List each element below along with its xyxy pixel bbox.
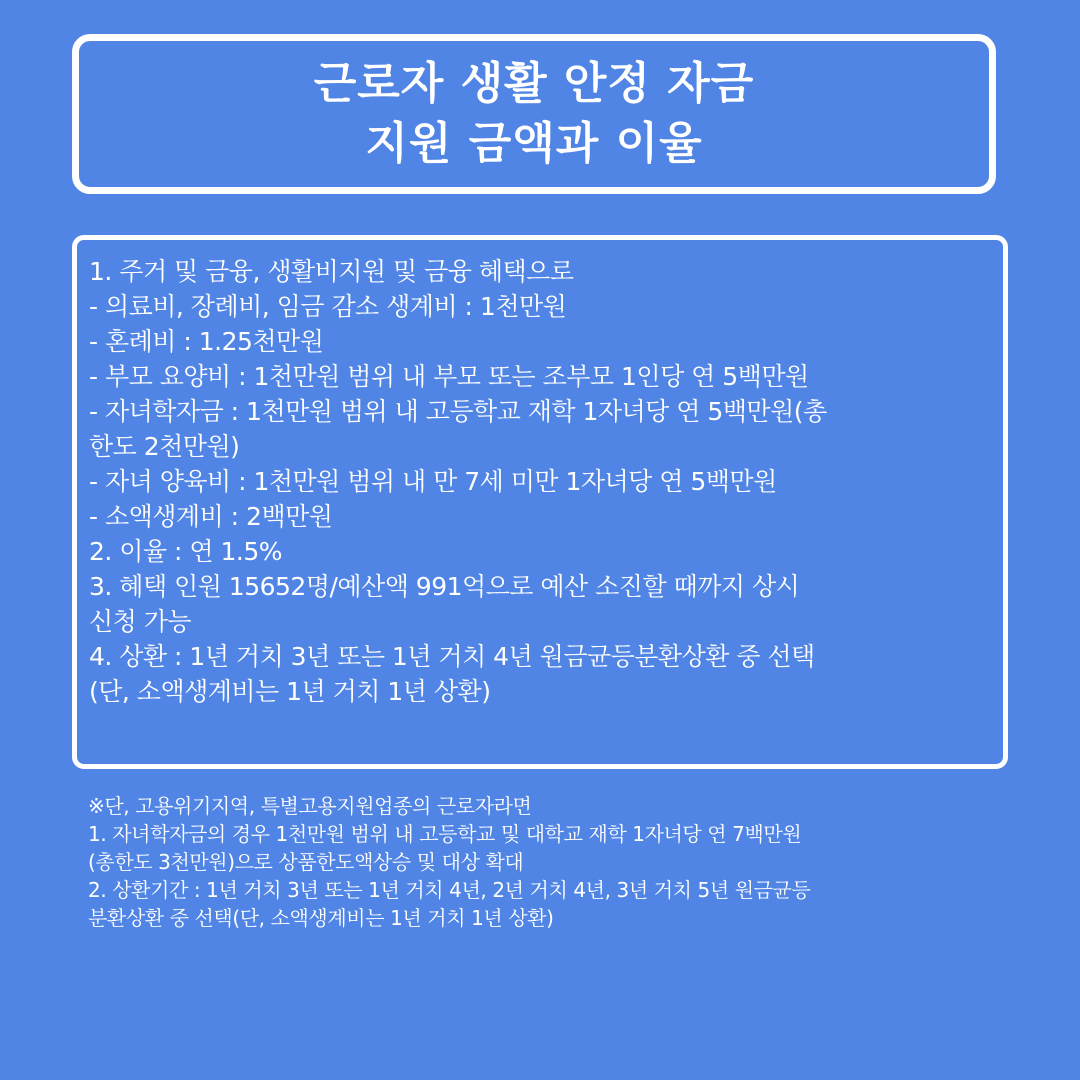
note-line: 2. 상환기간 : 1년 거치 3년 또는 1년 거치 4년, 2년 거치 4년, 3년 거치 5년 원금균등 xyxy=(88,878,811,902)
content-line: 3. 혜택 인원 15652명/예산액 991억으로 예산 소진할 때까지 상시 xyxy=(89,572,800,601)
content-line: 한도 2천만원) xyxy=(89,432,240,461)
note-block xyxy=(88,792,998,932)
title-line-1: 근로자 생활 안정 자금 xyxy=(313,58,755,109)
content-line: (단, 소액생계비는 1년 거치 1년 상환) xyxy=(89,677,491,706)
note-line: 분환상환 중 선택(단, 소액생계비는 1년 거치 1년 상환) xyxy=(88,906,554,930)
content-line: - 의료비, 장례비, 임금 감소 생계비 : 1천만원 xyxy=(89,292,567,321)
content-line: 1. 주거 및 금융, 생활비지원 및 금융 혜택으로 xyxy=(89,257,574,286)
content-line: - 부모 요양비 : 1천만원 범위 내 부모 또는 조부모 1인당 연 5백만원 xyxy=(89,362,809,391)
content-line: 신청 가능 xyxy=(89,607,192,636)
content-line: 4. 상환 : 1년 거치 3년 또는 1년 거치 4년 원금균등분환상환 중 선택 xyxy=(89,642,815,671)
title-line-2: 지원 금액과 이율 xyxy=(365,118,703,169)
content-line: - 혼례비 : 1.25천만원 xyxy=(89,327,324,356)
note-line: ※단, 고용위기지역, 특별고용지원업종의 근로자라면 xyxy=(88,794,532,818)
note-line: (총한도 3천만원)으로 상품한도액상승 및 대상 확대 xyxy=(88,850,524,874)
content-line: - 자녀학자금 : 1천만원 범위 내 고등학교 재학 1자녀당 연 5백만원(총 xyxy=(89,397,827,426)
content-line: - 자녀 양육비 : 1천만원 범위 내 만 7세 미만 1자녀당 연 5백만원 xyxy=(89,467,777,496)
content-box xyxy=(72,235,1008,769)
note-line: 1. 자녀학자금의 경우 1천만원 범위 내 고등학교 및 대학교 재학 1자녀당 연 7백만원 xyxy=(88,822,802,846)
content-line: 2. 이율 : 연 1.5% xyxy=(89,537,283,566)
content-line: - 소액생계비 : 2백만원 xyxy=(89,502,333,531)
title-box xyxy=(72,34,996,194)
